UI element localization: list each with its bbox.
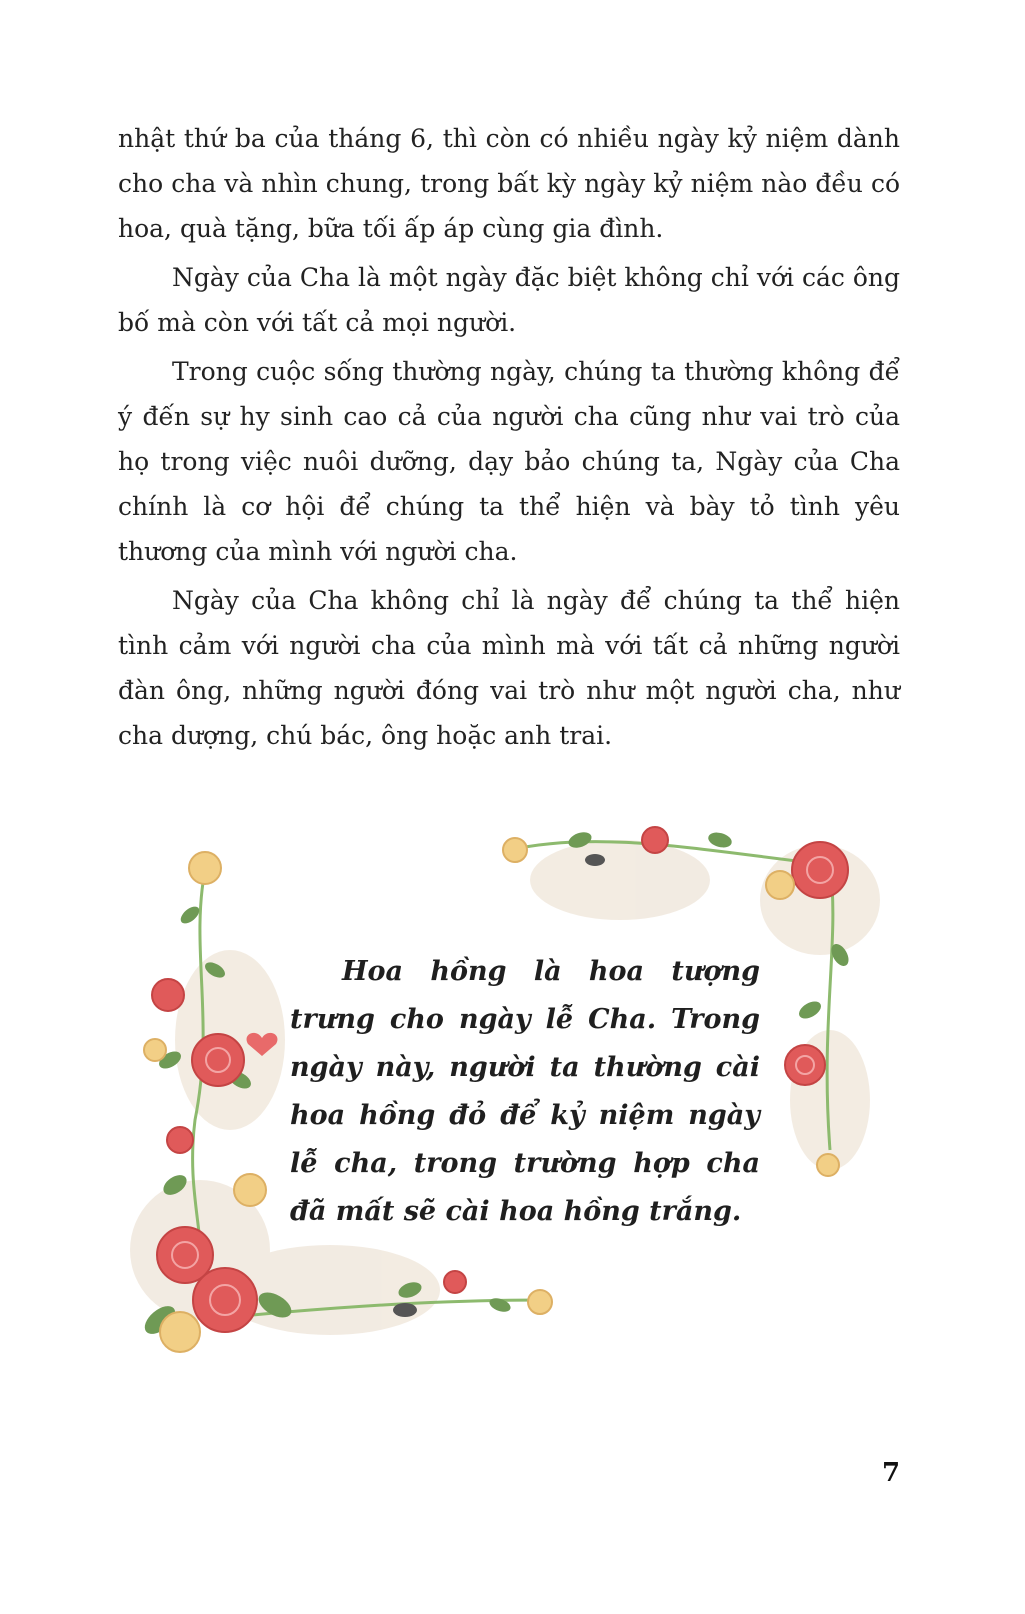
- quote-paragraph: Hoa hồng là hoa tượng trưng cho ngày lễ Cha. Trong ngày này, người ta thường cài hoa hồng đỏ để kỷ niệm ngày lễ cha, trong trường hợp cha đã mất sẽ cài hoa hồng trắng.: [290, 956, 760, 1227]
- paragraph: Ngày của Cha là một ngày đặc biệt không chỉ với các ông bố mà còn với tất cả mọi người.: [118, 263, 900, 337]
- quote-text: [290, 948, 760, 1236]
- body-text: [118, 116, 900, 762]
- page-number: 7: [882, 1458, 901, 1488]
- paragraph: Ngày của Cha không chỉ là ngày để chúng ta thể hiện tình cảm với người cha của mình mà với tất cả những người đàn ông, những người đóng vai trò như một người cha, như cha dượng, chú bác, ông hoặc anh trai.: [118, 586, 900, 750]
- paragraph: Trong cuộc sống thường ngày, chúng ta thường không để ý đến sự hy sinh cao cả của người cha cũng như vai trò của họ trong việc nuôi dưỡng, dạy bảo chúng ta, Ngày của Cha chính là cơ hội để chúng ta thể hiện và bày tỏ tình yêu thương của mình với người cha.: [118, 357, 900, 566]
- paragraph: nhật thứ ba của tháng 6, thì còn có nhiều ngày kỷ niệm dành cho cha và nhìn chung, trong bất kỳ ngày kỷ niệm nào đều có hoa, quà tặng, bữa tối ấp áp cùng gia đình.: [118, 124, 900, 243]
